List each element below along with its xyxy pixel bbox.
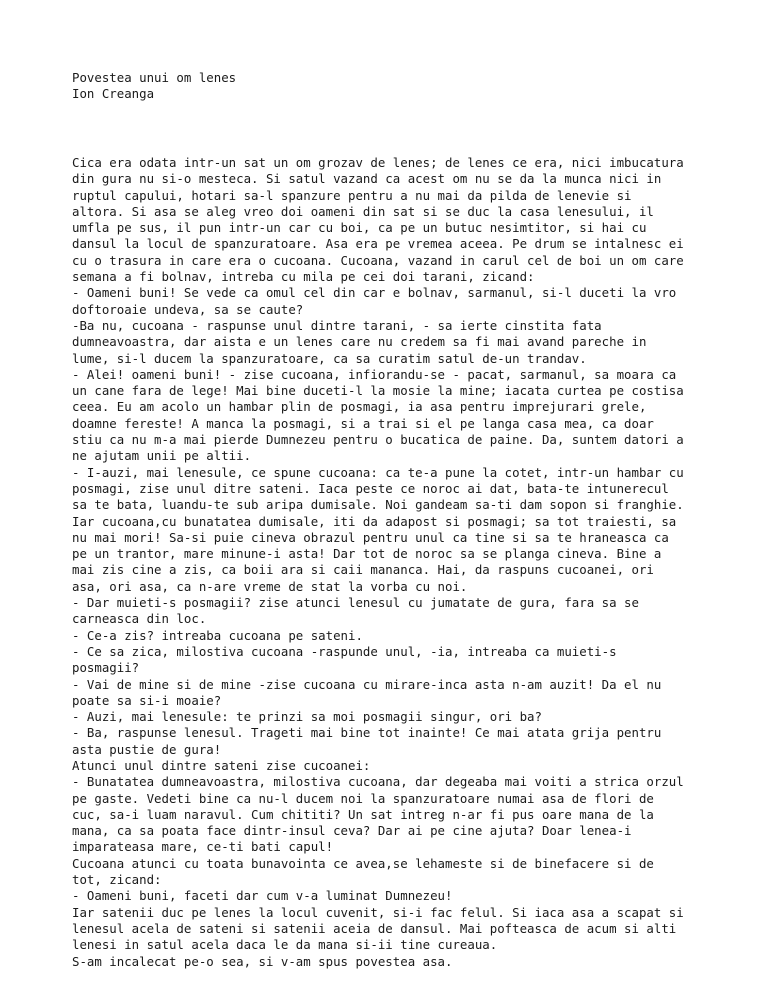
text-line: - Dar muieti-s posmagii? zise atunci lenesul cu jumatate de gura, fara sa se (72, 595, 639, 611)
document-header (72, 70, 712, 102)
text-line: - Ce-a zis? intreaba cucoana pe sateni. (72, 627, 363, 643)
text-line: - I-auzi, mai lenesule, ce spune cucoana: ca te-a pune la cotet, intr-un hambar cu (72, 464, 684, 480)
text-line: stiu ca nu m-a mai pierde Dumnezeu pentru o bucatica de paine. Da, suntem datori a (72, 432, 684, 448)
text-line: - Oameni buni! Se vede ca omul cel din car e bolnav, sarmanul, si-l duceti la vro (72, 285, 677, 301)
text-line: Iar cucoana,cu bunatatea dumisale, iti da adapost si posmagi; sa tot traiesti, sa (72, 513, 677, 529)
text-line: posmagii? (72, 660, 140, 676)
story-title: Povestea unui om lenes (72, 70, 237, 85)
text-line: lenesul acela de sateni si satenii aceia de dansul. Mai pofteasca de acum si alti (72, 920, 677, 936)
text-line: pe gaste. Vedeti bine ca nu-l ducem noi la spanzuratoare numai asa de flori de (72, 790, 654, 806)
text-line: - Alei! oameni buni! - zise cucoana, infiorandu-se - pacat, sarmanul, sa moara ca (72, 366, 677, 382)
text-line: poate sa si-i moaie? (72, 692, 222, 708)
text-line: lume, si-l ducem la spanzuratoare, ca sa curatim satul de-un trandav. (72, 350, 587, 366)
story-author: Ion Creanga (72, 86, 155, 101)
text-line: cuc, sa-i luam naravul. Cum chititi? Un sat intreg n-ar fi pus oare mana de la (72, 806, 654, 822)
text-line: umfla pe sus, il pun intr-un car cu boi, ca pe un butuc nesimtitor, si hai cu (72, 220, 647, 236)
text-line: ceea. Eu am acolo un hambar plin de posmagi, ia asa pentru imprejurari grele, (72, 399, 647, 415)
story-body (72, 155, 702, 970)
text-line: - Ba, raspunse lenesul. Trageti mai bine tot inainte! Ce mai atata grija pentru (72, 725, 662, 741)
text-line: altora. Si asa se aleg vreo doi oameni din sat si se duc la casa lenesului, il (72, 203, 654, 219)
text-line: Cica era odata intr-un sat un om grozav de lenes; de lenes ce era, nici imbucatura (72, 155, 684, 170)
text-line: asa, ori asa, ca n-are vreme de stat la vorba cu noi. (72, 578, 468, 594)
text-line: sa te bata, luandu-te sub aripa dumisale. Noi gandeam sa-ti dam sopon si franghie. (72, 497, 684, 513)
text-line: dansul la locul de spanzuratoare. Asa era pe vremea aceea. Pe drum se intalnesc ei (72, 236, 684, 252)
text-line: lenesi in satul acela daca le da mana si-ii tine cureaua. (72, 937, 498, 953)
text-line: - Vai de mine si de mine -zise cucoana cu mirare-inca asta n-am auzit! Da el nu (72, 676, 662, 692)
text-line: mana, ca sa poata face dintr-insul ceva? Dar ai pe cine ajuta? Doar lenea-i (72, 823, 632, 839)
text-line: - Ce sa zica, milostiva cucoana -raspunde unul, -ia, intreaba ca muieti-s (72, 643, 617, 659)
text-line: un cane fara de lege! Mai bine duceti-l la mosie la mine; iacata curtea pe costisa (72, 383, 684, 399)
text-line: mai zis cine a zis, ca boii ara si caii mananca. Hai, da raspuns cucoanei, ori (72, 562, 654, 578)
text-line: semana a fi bolnav, intreba cu mila pe cei doi tarani, zicand: (72, 269, 535, 285)
text-line: tot, zicand: (72, 872, 162, 888)
text-line: S-am incalecat pe-o sea, si v-am spus povestea asa. (72, 953, 453, 969)
text-line: ruptul capului, hotari sa-l spanzure pentru a nu mai da pilda de lenevie si (72, 187, 632, 203)
text-line: Iar satenii duc pe lenes la locul cuvenit, si-i fac felul. Si iaca asa a scapat si (72, 904, 684, 920)
text-line: posmagi, zise unul ditre sateni. Iaca peste ce noroc ai dat, bata-te intunerecul (72, 480, 669, 496)
text-line: Atunci unul dintre sateni zise cucoanei: (72, 757, 371, 773)
text-line: doftoroaie undeva, sa se caute? (72, 301, 304, 317)
text-line: - Oameni buni, faceti dar cum v-a luminat Dumnezeu! (72, 888, 453, 904)
text-line: - Bunatatea dumneavoastra, milostiva cucoana, dar degeaba mai voiti a strica orzul (72, 774, 684, 790)
text-line: imparateasa mare, ce-ti bati capul! (72, 839, 334, 855)
text-line: cu o trasura in care era o cucoana. Cucoana, vazand in carul cel de boi un om care (72, 252, 684, 268)
text-line: - Auzi, mai lenesule: te prinzi sa moi posmagii singur, ori ba? (72, 709, 542, 725)
text-line: -Ba nu, cucoana - raspunse unul dintre tarani, - sa ierte cinstita fata (72, 317, 602, 333)
text-line: pe un trantor, mare minune-i asta! Dar tot de noroc sa se planga cineva. Bine a (72, 546, 662, 562)
text-line: ne ajutam unii pe altii. (72, 448, 252, 464)
text-line: carneasca din loc. (72, 611, 207, 627)
text-line: din gura nu si-o mesteca. Si satul vazand ca acest om nu se da la munca nici in (72, 171, 662, 187)
text-line: asta pustie de gura! (72, 741, 222, 757)
text-line: Cucoana atunci cu toata bunavointa ce avea,se lehameste si de binefacere si de (72, 855, 654, 871)
text-line: dumneavoastra, dar aista e un lenes care nu credem sa fi mai avand pareche in (72, 334, 647, 350)
text-line: nu mai mori! Sa-si puie cineva obrazul pentru unul ca tine si sa te hraneasca ca (72, 529, 669, 545)
text-line: doamne fereste! A manca la posmagi, si a trai si el pe langa casa mea, ca doar (72, 415, 654, 431)
